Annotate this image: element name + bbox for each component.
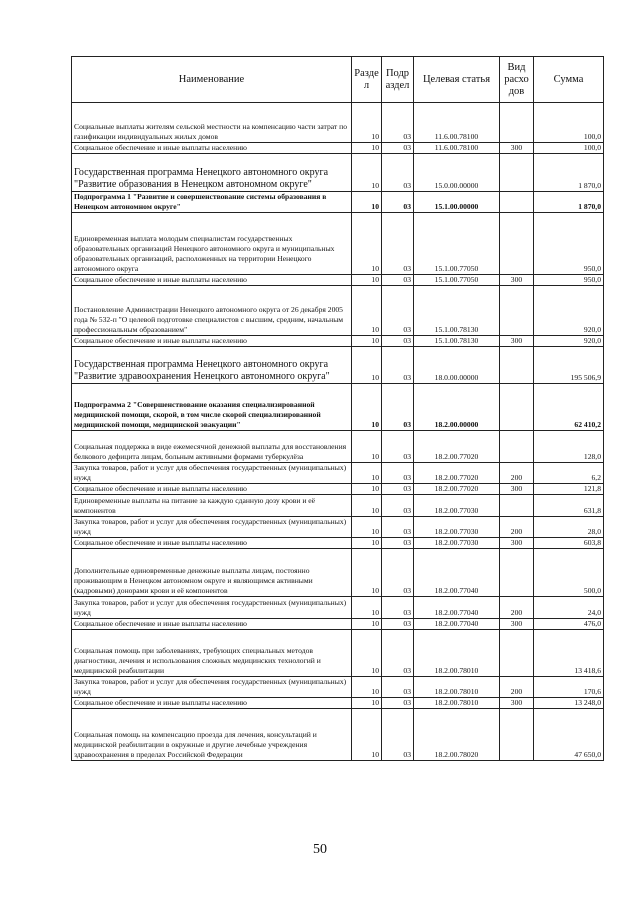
cell-type [500,192,534,213]
cell-section: 10 [352,597,382,619]
cell-type [500,154,534,192]
cell-subsection: 03 [382,619,414,630]
cell-target: 18.2.00.77030 [414,538,500,549]
cell-section: 10 [352,192,382,213]
table-row [72,143,604,154]
cell-target: 18.2.00.77030 [414,495,500,517]
cell-target: 18.2.00.00000 [414,384,500,431]
budget-table [71,56,604,761]
cell-subsection: 03 [382,286,414,336]
cell-name: Закупка товаров, работ и услуг для обеспечения государственных (муниципальных) нужд [72,597,352,619]
cell-section: 10 [352,549,382,597]
cell-section: 10 [352,154,382,192]
table-row [72,213,604,275]
cell-sum: 13 418,6 [534,630,604,677]
table-row [72,384,604,431]
cell-target: 18.2.00.77020 [414,463,500,484]
cell-subsection: 03 [382,549,414,597]
cell-sum: 170,6 [534,677,604,698]
cell-section: 10 [352,709,382,761]
cell-sum: 631,8 [534,495,604,517]
cell-target: 18.2.00.78010 [414,698,500,709]
cell-section: 10 [352,347,382,384]
cell-name: Закупка товаров, работ и услуг для обеспечения государственных (муниципальных) нужд [72,517,352,538]
header-subsection: Подр аздел [382,57,414,103]
cell-section: 10 [352,630,382,677]
cell-type [500,630,534,677]
cell-section: 10 [352,336,382,347]
table-row [72,495,604,517]
cell-name: Подпрограмма 2 "Совершенствование оказания специализированной медицинской помощи, скорой, в том числе скорой специализированной медицинской помощи, медицинской эвакуации" [72,384,352,431]
cell-sum: 47 650,0 [534,709,604,761]
cell-name: Социальное обеспечение и иные выплаты населению [72,698,352,709]
cell-sum: 121,8 [534,484,604,495]
table-row [72,549,604,597]
cell-type: 300 [500,619,534,630]
cell-section: 10 [352,286,382,336]
cell-sum: 603,8 [534,538,604,549]
page-number: 50 [313,842,327,857]
table-row [72,154,604,192]
cell-subsection: 03 [382,213,414,275]
cell-target: 18.2.00.77040 [414,549,500,597]
cell-name: Социальное обеспечение и иные выплаты населению [72,143,352,154]
cell-target: 15.1.00.00000 [414,192,500,213]
cell-type: 200 [500,597,534,619]
cell-target: 11.6.00.78100 [414,143,500,154]
cell-target: 18.2.00.77030 [414,517,500,538]
cell-name: Закупка товаров, работ и услуг для обеспечения государственных (муниципальных) нужд [72,677,352,698]
cell-sum: 1 870,0 [534,154,604,192]
cell-section: 10 [352,495,382,517]
cell-section: 10 [352,143,382,154]
cell-sum: 920,0 [534,286,604,336]
cell-name: Социальное обеспечение и иные выплаты населению [72,538,352,549]
cell-section: 10 [352,517,382,538]
cell-target: 18.2.00.78010 [414,630,500,677]
cell-sum: 100,0 [534,143,604,154]
table-row [72,463,604,484]
cell-subsection: 03 [382,347,414,384]
table-row [72,698,604,709]
cell-sum: 24,0 [534,597,604,619]
header-name: Наименование [72,57,352,103]
cell-sum: 500,0 [534,549,604,597]
cell-name: Закупка товаров, работ и услуг для обеспечения государственных (муниципальных) нужд [72,463,352,484]
cell-type: 300 [500,143,534,154]
cell-type [500,384,534,431]
table-row [72,347,604,384]
cell-type [500,286,534,336]
cell-name: Постановление Администрации Ненецкого автономного округа от 26 декабря 2005 года № 532-п "О целевой подготовке специалистов с высшим, средним, начальным профессиональным образованием" [72,286,352,336]
cell-subsection: 03 [382,463,414,484]
cell-type: 300 [500,336,534,347]
cell-section: 10 [352,698,382,709]
table-row [72,677,604,698]
cell-target: 18.2.00.77040 [414,619,500,630]
cell-subsection: 03 [382,484,414,495]
cell-target: 15.1.00.78130 [414,286,500,336]
cell-target: 15.1.00.77050 [414,213,500,275]
cell-subsection: 03 [382,275,414,286]
cell-type: 300 [500,484,534,495]
cell-sum: 62 410,2 [534,384,604,431]
table-row [72,517,604,538]
cell-subsection: 03 [382,431,414,463]
cell-section: 10 [352,538,382,549]
cell-section: 10 [352,484,382,495]
cell-type: 200 [500,677,534,698]
table-row [72,336,604,347]
cell-name: Подпрограмма 1 "Развитие и совершенствование системы образования в Ненецком автономном округе" [72,192,352,213]
cell-sum: 950,0 [534,275,604,286]
cell-target: 18.2.00.77040 [414,597,500,619]
cell-sum: 28,0 [534,517,604,538]
cell-name: Социальная помощь при заболеваниях, требующих специальных методов диагностики, лечения и использования сложных медицинских технологий и медицинской реабилитации [72,630,352,677]
cell-name: Дополнительные единовременные денежные выплаты лицам, постоянно проживающим в Ненецком автономном округе и являющимся активными (кадровыми) донорами крови и её компонентов [72,549,352,597]
table-row [72,192,604,213]
cell-type: 200 [500,463,534,484]
table-row [72,538,604,549]
cell-subsection: 03 [382,517,414,538]
cell-type [500,213,534,275]
cell-target: 11.6.00.78100 [414,103,500,143]
cell-subsection: 03 [382,495,414,517]
cell-subsection: 03 [382,103,414,143]
table-row [72,484,604,495]
table-row [72,630,604,677]
cell-type [500,495,534,517]
cell-name: Единовременные выплаты на питание за каждую сданную дозу крови и её компонентов [72,495,352,517]
cell-type: 200 [500,517,534,538]
table-row [72,597,604,619]
cell-sum: 6,2 [534,463,604,484]
cell-section: 10 [352,431,382,463]
cell-subsection: 03 [382,597,414,619]
cell-name: Социальное обеспечение и иные выплаты населению [72,275,352,286]
cell-sum: 476,0 [534,619,604,630]
cell-type [500,549,534,597]
cell-name: Социальное обеспечение и иные выплаты населению [72,619,352,630]
cell-type [500,431,534,463]
cell-type: 300 [500,275,534,286]
header-section: Разде л [352,57,382,103]
cell-section: 10 [352,463,382,484]
cell-target: 15.0.00.00000 [414,154,500,192]
header-sum: Сумма [534,57,604,103]
cell-name: Государственная программа Ненецкого автономного округа "Развитие образования в Ненецком автономном округе" [72,154,352,192]
cell-sum: 920,0 [534,336,604,347]
table-row [72,709,604,761]
cell-name: Государственная программа Ненецкого автономного округа "Развитие здравоохранения Ненецкого автономного округа" [72,347,352,384]
cell-name: Социальное обеспечение и иные выплаты населению [72,336,352,347]
cell-name: Единовременная выплата молодым специалистам государственных образовательных организаций Ненецкого автономного округа и муниципальных образовательных организаций, расположенных на территории Ненецкого автономного округа [72,213,352,275]
cell-sum: 195 506,9 [534,347,604,384]
cell-name: Социальная поддержка в виде ежемесячной денежной выплаты для восстановления белкового дефицита лицам, больным активными формами туберкулёза [72,431,352,463]
cell-section: 10 [352,213,382,275]
cell-subsection: 03 [382,630,414,677]
cell-target: 18.2.00.78020 [414,709,500,761]
table-row [72,275,604,286]
cell-name: Социальные выплаты жителям сельской местности на компенсацию части затрат по газификации индивидуальных жилых домов [72,103,352,143]
cell-type: 300 [500,698,534,709]
cell-subsection: 03 [382,677,414,698]
cell-sum: 13 248,0 [534,698,604,709]
cell-subsection: 03 [382,143,414,154]
cell-name: Социальная помощь на компенсацию проезда для лечения, консультаций и медицинской реабилитации в окружные и другие лечебные учреждения здравоохранения в пределах Российской Федерации [72,709,352,761]
cell-target: 18.2.00.78010 [414,677,500,698]
table-header-row [72,57,604,103]
cell-section: 10 [352,677,382,698]
table-row [72,103,604,143]
header-target: Целевая статья [414,57,500,103]
header-type: Вид расхо дов [500,57,534,103]
cell-subsection: 03 [382,384,414,431]
table-body [72,103,604,761]
cell-type [500,709,534,761]
cell-subsection: 03 [382,336,414,347]
cell-sum: 1 870,0 [534,192,604,213]
cell-section: 10 [352,619,382,630]
cell-sum: 100,0 [534,103,604,143]
cell-target: 15.1.00.78130 [414,336,500,347]
table-row [72,286,604,336]
cell-section: 10 [352,384,382,431]
table-row [72,619,604,630]
cell-sum: 950,0 [534,213,604,275]
cell-target: 18.2.00.77020 [414,431,500,463]
cell-subsection: 03 [382,709,414,761]
cell-type: 300 [500,538,534,549]
cell-target: 15.1.00.77050 [414,275,500,286]
cell-type [500,103,534,143]
cell-subsection: 03 [382,538,414,549]
cell-sum: 128,0 [534,431,604,463]
cell-target: 18.2.00.77020 [414,484,500,495]
cell-type [500,347,534,384]
cell-name: Социальное обеспечение и иные выплаты населению [72,484,352,495]
cell-subsection: 03 [382,192,414,213]
cell-subsection: 03 [382,698,414,709]
table-row [72,431,604,463]
cell-section: 10 [352,103,382,143]
cell-subsection: 03 [382,154,414,192]
cell-section: 10 [352,275,382,286]
cell-target: 18.0.00.00000 [414,347,500,384]
